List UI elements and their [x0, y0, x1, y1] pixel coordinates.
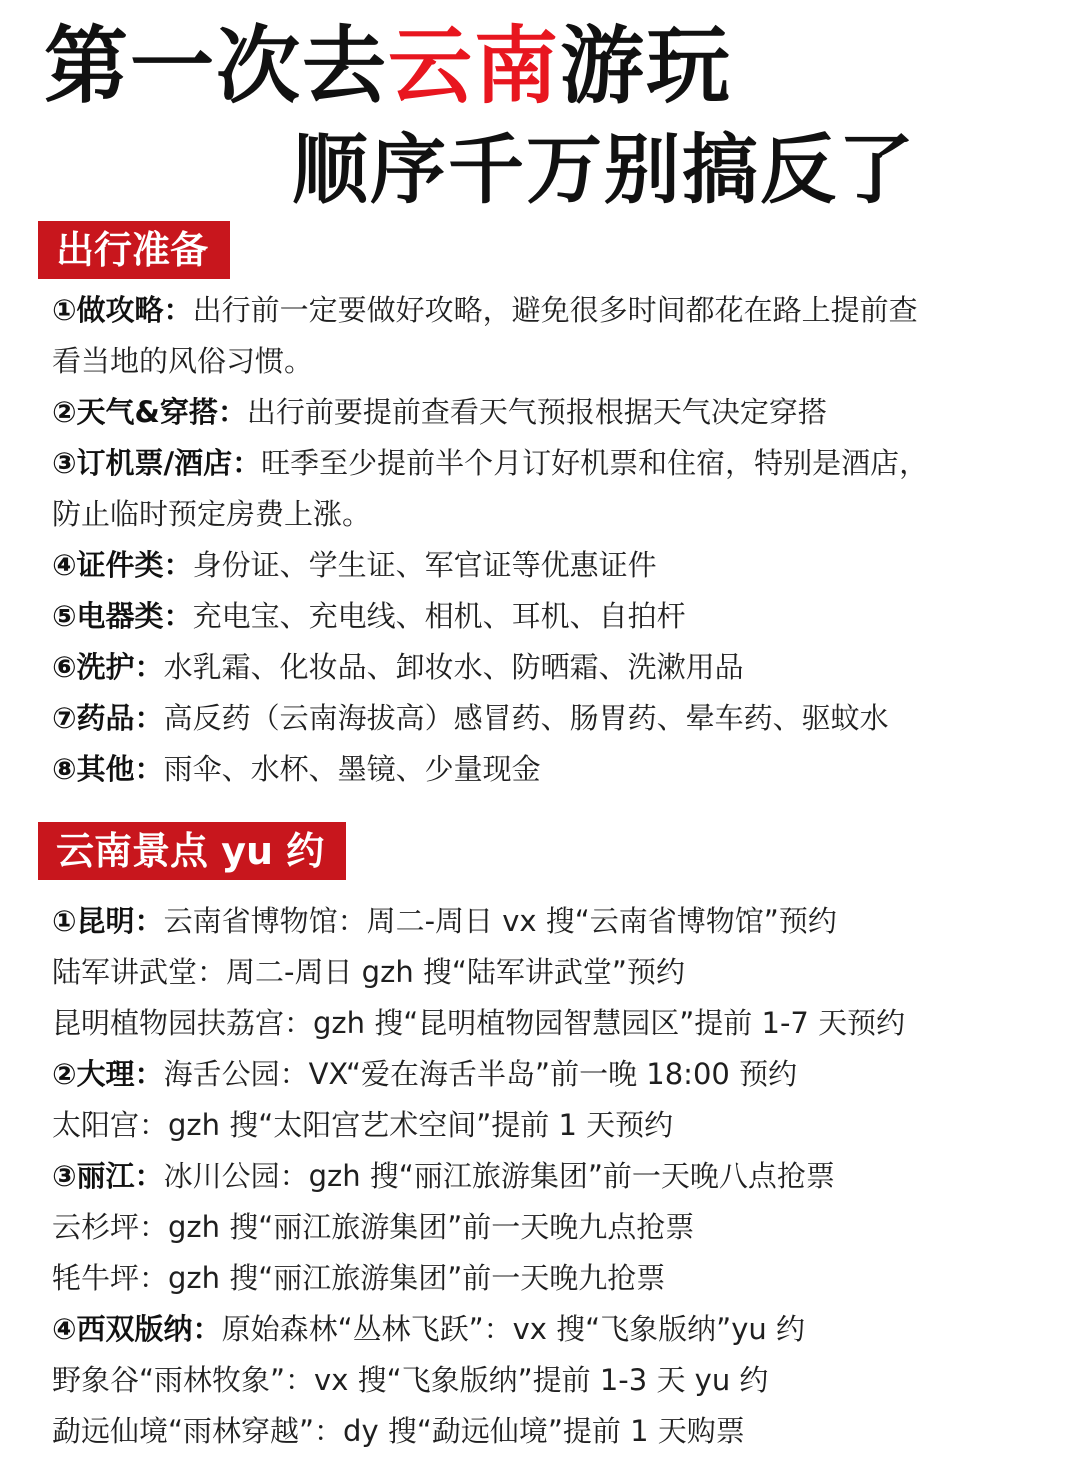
- list-item: [52, 1000, 1052, 1051]
- item-text: 云南省博物馆：周二-周日 vx 搜“云南省博物馆”预约: [163, 904, 837, 938]
- item-text: 勐远仙境“雨林穿越”：dy 搜“勐远仙境”提前 1 天购票: [52, 1414, 745, 1448]
- item-text: 高反药（云南海拔高）感冒药、肠胃药、晕车药、驱蚊水: [163, 701, 889, 735]
- list-item: [52, 1408, 1052, 1459]
- list-item: [52, 898, 1052, 949]
- item-text: 身份证、学生证、军官证等优惠证件: [192, 548, 657, 582]
- item-text: 防止临时预定房费上涨。: [52, 497, 372, 531]
- item-text: 雨伞、水杯、墨镜、少量现金: [163, 752, 541, 786]
- item-label: ①做攻略：: [52, 293, 193, 327]
- item-text: 冰川公园：gzh 搜“丽江旅游集团”前一天晚八点抢票: [163, 1159, 835, 1193]
- item-label: ③订机票/酒店：: [52, 446, 262, 480]
- item-label: ⑤电器类：: [52, 599, 193, 633]
- attraction-reservation-list: [52, 898, 1052, 1459]
- item-text: 出行前一定要做好攻略，避免很多时间都花在路上提前查: [192, 293, 918, 327]
- item-label: ③丽江：: [52, 1159, 164, 1193]
- item-label: ④证件类：: [52, 548, 193, 582]
- travel-prep-list: [52, 287, 1052, 797]
- list-item: [52, 593, 1052, 644]
- item-label: ②天气&穿搭：: [52, 395, 247, 429]
- list-item: [52, 1306, 1052, 1357]
- item-label: ②大理：: [52, 1057, 164, 1091]
- item-text: 看当地的风俗习惯。: [52, 344, 314, 378]
- item-text: 充电宝、充电线、相机、耳机、自拍杆: [192, 599, 686, 633]
- list-item: [52, 338, 1052, 389]
- list-item: [52, 1357, 1052, 1408]
- list-item: [52, 1255, 1052, 1306]
- list-item: [52, 949, 1052, 1000]
- list-item: [52, 491, 1052, 542]
- title-suffix: 游玩: [560, 17, 733, 115]
- page-title-line-2: 顺序千万别搞反了: [292, 125, 916, 214]
- item-label: ⑧其他：: [52, 752, 164, 786]
- list-item: [52, 287, 1052, 338]
- item-text: 旺季至少提前半个月订好机票和住宿，特别是酒店，: [261, 446, 929, 480]
- item-label: ⑦药品：: [52, 701, 164, 735]
- section-header-travel-prep: 出行准备: [38, 221, 230, 279]
- item-label: ①昆明：: [52, 904, 164, 938]
- item-text: 原始森林“丛林飞跃”：vx 搜“飞象版纳”yu 约: [221, 1312, 805, 1346]
- section-header-yunnan-attractions: 云南景点 yu 约: [38, 822, 346, 880]
- list-item: [52, 389, 1052, 440]
- item-text: 水乳霜、化妆品、卸妆水、防晒霜、洗漱用品: [163, 650, 744, 684]
- list-item: [52, 1051, 1052, 1102]
- list-item: [52, 644, 1052, 695]
- item-text: 海舌公园：VX“爱在海舌半岛”前一晚 18:00 预约: [163, 1057, 798, 1091]
- list-item: [52, 695, 1052, 746]
- list-item: [52, 746, 1052, 797]
- item-text: 野象谷“雨林牧象”：vx 搜“飞象版纳”提前 1-3 天 yu 约: [52, 1363, 769, 1397]
- title-prefix: 第一次去: [44, 17, 389, 115]
- item-text: 云杉坪：gzh 搜“丽江旅游集团”前一天晚九点抢票: [52, 1210, 695, 1244]
- list-item: [52, 1204, 1052, 1255]
- item-text: 牦牛坪：gzh 搜“丽江旅游集团”前一天晚九抢票: [52, 1261, 666, 1295]
- item-text: 太阳宫：gzh 搜“太阳宫艺术空间”提前 1 天预约: [52, 1108, 674, 1142]
- title-accent: 云南: [388, 17, 561, 115]
- item-text: 出行前要提前查看天气预报根据天气决定穿搭: [246, 395, 827, 429]
- item-text: 陆军讲武堂：周二-周日 gzh 搜“陆军讲武堂”预约: [52, 955, 685, 989]
- list-item: [52, 1153, 1052, 1204]
- item-text: 昆明植物园扶荔宫：gzh 搜“昆明植物园智慧园区”提前 1-7 天预约: [52, 1006, 906, 1040]
- list-item: [52, 440, 1052, 491]
- page-title-line-1: [44, 17, 733, 115]
- item-label: ④西双版纳：: [52, 1312, 222, 1346]
- item-label: ⑥洗护：: [52, 650, 164, 684]
- list-item: [52, 542, 1052, 593]
- list-item: [52, 1102, 1052, 1153]
